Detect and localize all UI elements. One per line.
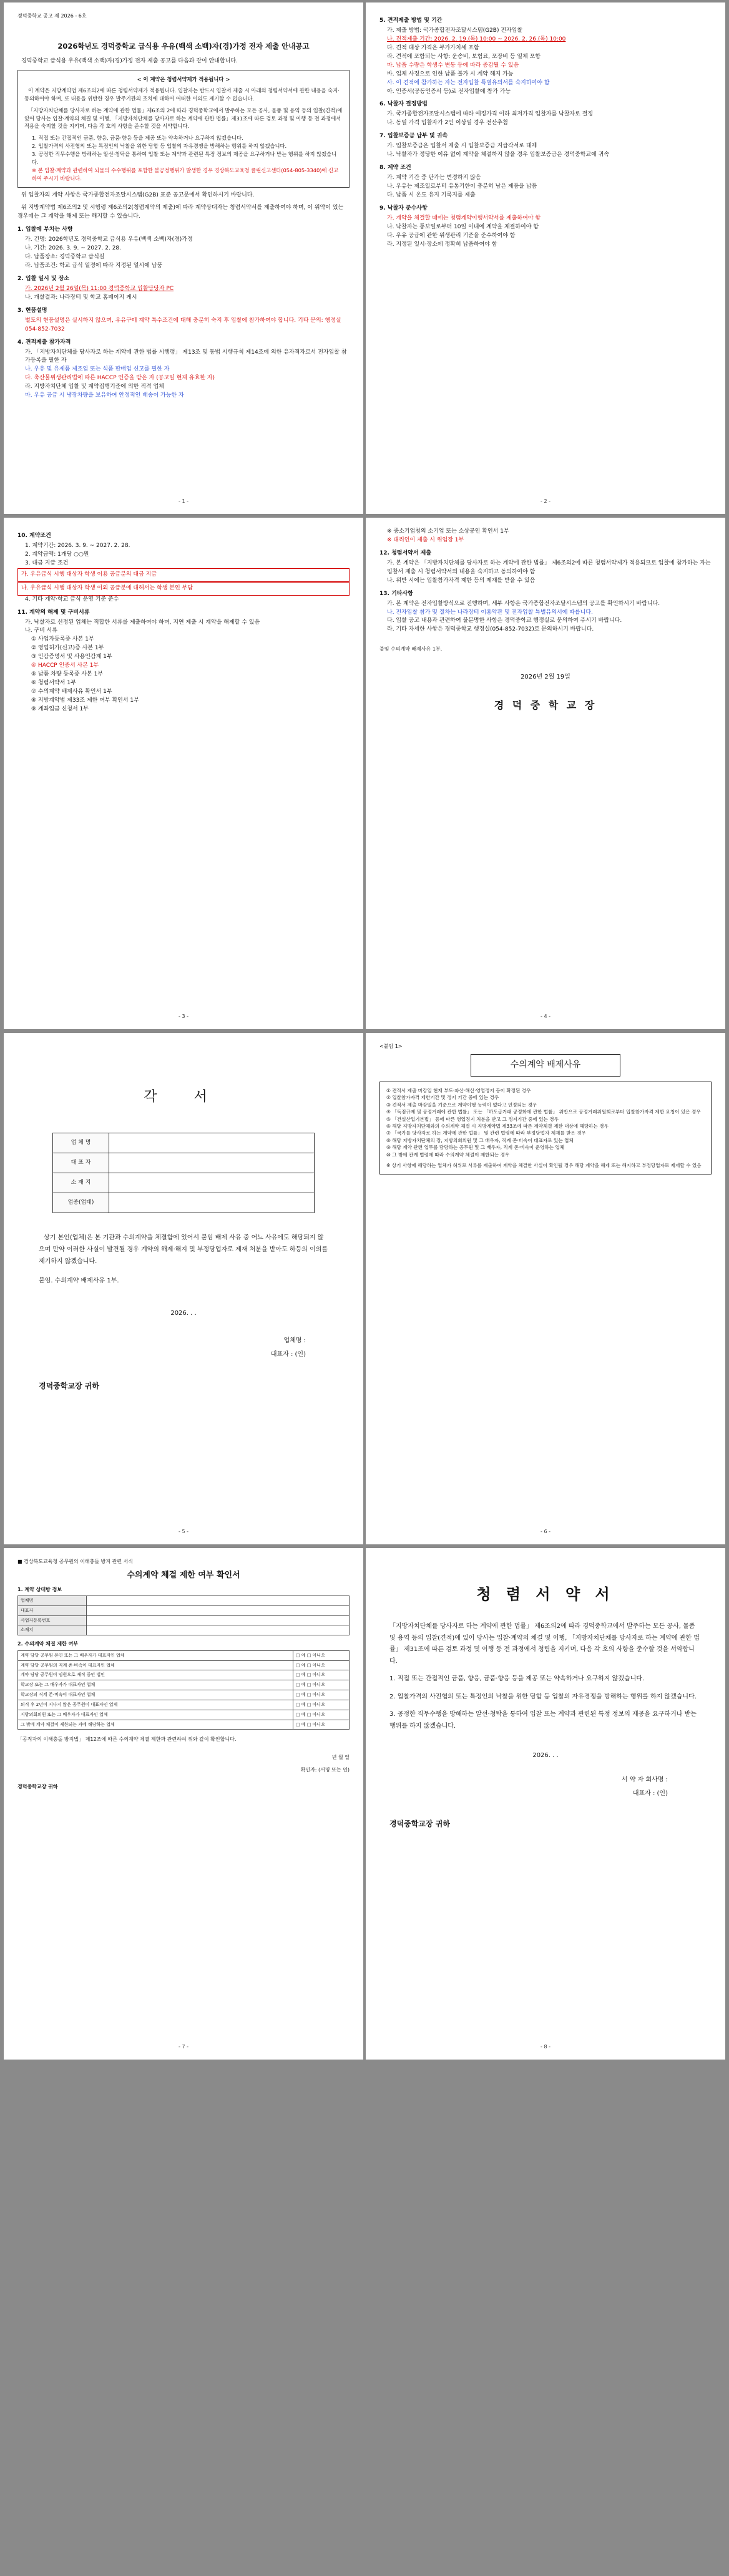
business-type-field[interactable]: [109, 1193, 315, 1213]
document-page-2: [366, 2, 725, 514]
recipient: 경덕중학교장 귀하: [389, 1819, 450, 1828]
list-item: 다. 축산물위생관리법에 따른 HACCP 인증을 받은 자 (공고일 현재 유효한 자): [25, 375, 215, 382]
confirmation-note: 「공직자의 이해충돌 방지법」 제12조에 따른 수의계약 체결 제한과 관련하여 위와 같이 확인합니다.: [17, 1736, 237, 1743]
list-item: 가. 「지방자치단체를 당사자로 하는 계약에 관한 법률 시행령」 제13조 및 동법 시행규칙 제14조에 의한 유자격자로서 전자입찰 참가등록을 필한 자: [25, 349, 347, 364]
document-page-3: [4, 518, 363, 1029]
list-item: 나. 우유급식 시행 대상자 학생 이외 공급분에 대해서는 학생 본인 부담: [17, 582, 350, 596]
list-item: ⑦ 수의계약 배제사유 확인서 1부: [31, 689, 112, 695]
list-item: 사. 이 견적에 참가하는 자는 전자입찰 특별유의서를 숙지하여야 함: [387, 79, 550, 86]
box-item: 2. 입찰가격의 사전협의 또는 특정인의 낙찰을 위한 담합 등 입찰의 자유경쟁을 방해하는 행위를 하지 않겠습니다.: [32, 143, 287, 150]
section-heading: 12. 청렴서약서 제출: [379, 550, 432, 556]
representative-field[interactable]: [87, 1605, 350, 1615]
confirmation-date: 년 월 일: [331, 1754, 350, 1760]
field-label: 사업자등록번호: [18, 1615, 87, 1625]
exclusion-item: ⑥ 해당 지방자치단체와의 수의계약 체결 시 지방계약법 제33조에 따른 계약체결 제한 대상에 해당하는 경우: [386, 1123, 609, 1130]
list-item: 가. 제출 방법: 국가종합전자조달시스템(G2B) 전자입찰: [387, 27, 523, 34]
field-label: 업종(업태): [53, 1193, 109, 1213]
field-label: 업 체 명: [53, 1133, 109, 1153]
address-field[interactable]: [109, 1173, 315, 1193]
page-number: - 4 -: [541, 1013, 550, 1019]
document-title: 2026학년도 경덕중학교 급식용 우유(백색 소백)자(경)가정 전자 제출 안내공고: [57, 42, 310, 51]
list-item: 바. 업체 사정으로 인한 납품 불가 시 계약 해지 가능: [387, 70, 514, 77]
list-item: 마. 납품 수량은 학생수 변동 등에 따라 증감될 수 있음: [387, 62, 519, 69]
section-heading: 4. 견적제출 참가자격: [17, 339, 71, 346]
section-heading: 7. 입찰보증금 납부 및 귀속: [379, 133, 448, 140]
document-page-6: [366, 1033, 725, 1544]
list-item: ③ 인감증명서 및 사용인감계 1부: [31, 654, 112, 661]
restriction-check-table: [17, 1650, 350, 1730]
document-page-8: [366, 1548, 725, 2060]
exclusion-item: ⑦ 「국가를 당사자로 하는 계약에 관한 법률」 및 관련 법령에 따라 부정당업자 제재를 받은 경우: [386, 1130, 586, 1136]
list-item: 나. 전자입찰 참가 및 절차는 나라장터 이용약관 및 전자입찰 특별유의서에 따릅니다.: [387, 609, 593, 616]
section-heading: 2. 수의계약 체결 제한 여부: [17, 1641, 79, 1647]
list-item: 나. 우유 및 유제품 제조업 또는 식품 판매업 신고를 필한 자: [25, 366, 170, 373]
list-item: ⑨ 계좌입금 신청서 1부: [31, 705, 89, 712]
integrity-notice-box: [17, 70, 350, 188]
notice-number: 경덕중학교 공고 제 2026 - 6호: [17, 13, 87, 19]
pledge-text: 상기 본인(업체)은 본 기관과 수의계약을 체결함에 있어서 붙임 배제 사유 중 어느 사유에도 해당되지 않으며 만약 이러한 사실이 발견될 경우 계약의 해제·해지 및 부정당업자로 제재 처분을 받아도 하등의 이의를 제기하지 않겠습니다.: [39, 1234, 328, 1266]
body-paragraph: 위 입찰자의 계약 사항은 국가종합전자조달시스템(G2B) 표준 공고문에서 확인하시기 바랍니다.: [21, 192, 255, 199]
table-row: [18, 1700, 350, 1710]
list-item: ⑥ 청렴서약서 1부: [31, 680, 76, 687]
list-item: 가. 낙찰자로 선정된 업체는 적합한 서류를 제출하여야 하며, 지연 제출 시 계약을 해제할 수 있음: [25, 619, 260, 626]
list-item: 다. 납품 시 온도 유지 기록지를 제출: [387, 191, 476, 198]
form-header: ■ 경상북도교육청 공무원의 이해충돌 방지 관련 서식: [17, 1559, 134, 1564]
pledge-paragraph: 「지방자치단체를 당사자로 하는 계약에 관한 법률」 제6조의2에 따라 경덕중학교에서 발주하는 모든 공사, 물품 및 용역 등의 입찰(견적)에 있어 당사는 입찰·계약의 체결 및 이행, 「지방자치단체를 당사자로 하는 계약에 관한 법률」 제31조에 따른 검토 과정 및 이행 등 전 과정에서 청렴을 지키며, 다음 각 호의 사항을 준수할 것을 서약합니다.: [389, 1623, 700, 1665]
list-item: 가. 계약을 체결할 때에는 청렴계약이행서약서를 제출하여야 함: [387, 215, 541, 221]
table-row: [18, 1660, 350, 1670]
exclusion-item: ⑩ 그 밖에 관계 법령에 따라 수의계약 체결이 제한되는 경우: [386, 1151, 510, 1158]
contractor-info-table: [17, 1595, 350, 1635]
list-item: 가. 국가종합전자조달시스템에 따라 예정가격 이하 최저가격 입찰자를 낙찰자로 결정: [387, 111, 594, 118]
check-answer[interactable]: □ 예 □ 아니오: [293, 1700, 350, 1710]
table-row: [18, 1720, 350, 1730]
list-item: 마. 우유 공급 시 냉장차량을 보유하여 안정적인 배송이 가능한 자: [25, 392, 184, 399]
table-row: [18, 1710, 350, 1720]
list-item: ② 영업허가(신고)증 사본 1부: [31, 645, 104, 652]
document-page-4: [366, 518, 725, 1029]
section-heading: 1. 입찰에 부치는 사항: [17, 226, 73, 233]
page-number: - 6 -: [541, 1528, 550, 1534]
check-answer[interactable]: □ 예 □ 아니오: [293, 1690, 350, 1700]
list-item: 나. 기간: 2026. 3. 9. ~ 2027. 2. 28.: [25, 245, 122, 252]
recipient: 경덕중학교장 귀하: [39, 1382, 99, 1391]
list-item: 라. 지정된 일시·장소에 정확히 납품하여야 함: [387, 241, 497, 248]
pledge-item: 2. 입찰가격의 사전협의 또는 특정인의 낙찰을 위한 담합 등 입찰의 자유경쟁을 방해하는 행위를 하지 않겠습니다.: [389, 1693, 697, 1700]
exclusion-item: ③ 견적서 제출 마감일을 기준으로 계약이행 능력이 없다고 인정되는 경우: [386, 1102, 537, 1108]
list-item: 다. 입찰 공고 내용과 관련하여 불분명한 사항은 경덕중학교 행정실로 문의하여 주시기 바랍니다.: [387, 617, 622, 624]
section-heading: 6. 낙찰자 결정방법: [379, 101, 428, 108]
signer-representative: 대표자 : (인): [632, 1789, 668, 1797]
box-note: ※ 본 입찰·계약과 관련하여 뇌물의 수수행위를 포함한 불공정행위가 발생한 경우 경상북도교육청 클린신고센터(054-805-3340)에 신고하여 주시기 바랍니다.: [32, 167, 339, 182]
list-item: 라. 기타 자세한 사항은 경덕중학교 행정실(054-852-7032)로 문의하시기 바랍니다.: [387, 626, 594, 633]
list-item: 가. 2026년 2월 26일(목) 11:00 경덕중학교 입찰담당자 PC: [25, 285, 174, 292]
list-item: 다. 납품장소: 경덕중학교 급식실: [25, 254, 105, 261]
representative-field[interactable]: [109, 1153, 315, 1173]
business-number-field[interactable]: [87, 1615, 350, 1625]
check-question: 학교장의 직계 존·비속이 대표자인 업체: [18, 1690, 293, 1700]
box-paragraph: 「지방자치단체를 당사자로 하는 계약에 관한 법률」제6조의 2에 따라 경덕중학교에서 발주하는 모든 공사, 물품 및 용역 등의 입찰(견적)에 있어 당사는 입찰·계약의 체결 및 이행, 「지방자치단체를 당사자로 하는 계약에 관한 법률」제31조에 따른 검토 과정 및 이행 등 전 과정에서 적용을 숙지할 것을 지키며, 다음 각 호의 사항을 준수할 것을 서약합니다.: [24, 107, 343, 130]
list-item: ① 사업자등록증 사본 1부: [31, 636, 94, 643]
check-answer[interactable]: □ 예 □ 아니오: [293, 1710, 350, 1720]
body-paragraph: 위 지방계약법 제6조의2 및 시행령 제6조의2(청렴계약의 제출)에 따라 계약상대자는 청렴서약서를 제출하여야 하며, 이 위약이 있는 경우에는 그 계약을 해제 또는 해지할 수 있습니다.: [17, 205, 344, 220]
list-item: 나. 낙찰자는 통보일로부터 10일 이내에 계약을 체결하여야 함: [387, 223, 539, 230]
exclusion-note: ※ 상기 사항에 해당하는 업체가 허위로 서류를 제출하여 계약을 체결한 사실이 확인될 경우 해당 계약을 해제 또는 해지하고 부정당업자로 제재할 수 있음: [386, 1162, 702, 1168]
list-item: 가. 본 계약은 「지방자치단체를 당사자로 하는 계약에 관한 법률」 제6조의2에 따른 청렴서약제가 적용되므로 입찰에 참가하는 자는 입찰서 제출 시 청렴서약서의 내용을 숙지하고 동의하여야 함: [387, 559, 711, 575]
list-item: ⑧ 지방계약법 제33조 제한 여부 확인서 1부: [31, 697, 139, 704]
list-item: 가. 입찰보증금은 입찰서 제출 시 입찰보증금 지급각서로 대체: [387, 143, 537, 150]
box-item: 1. 직접 또는 간접적인 금품, 향응, 금품·향응 등을 제공 또는 약속하거나 요구하지 않겠습니다.: [32, 135, 243, 142]
field-label: 업체명: [18, 1595, 87, 1605]
list-item: 라. 지방자치단체 입찰 및 계약집행기준에 의한 적격 업체: [25, 384, 164, 390]
confirmer-signature: 확인자: (서명 또는 인): [300, 1767, 350, 1773]
exclusion-item: ⑨ 해당 계약 관련 업무를 담당하는 공무원 및 그 배우자, 직계 존·비속이 운영하는 업체: [386, 1145, 565, 1151]
table-row: [18, 1690, 350, 1700]
check-answer[interactable]: □ 예 □ 아니오: [293, 1670, 350, 1680]
list-item: 4. 기타 계약·학교 급식 운영 기준 준수: [25, 596, 119, 603]
list-item: ※ 중소기업청의 소기업 또는 소상공인 확인서 1부: [387, 528, 509, 535]
notice-date: 2026년 2월 19일: [521, 673, 570, 680]
section-heading: 2. 입찰 일시 및 장소: [17, 275, 70, 282]
field-label: 소 재 지: [53, 1173, 109, 1193]
integrity-pledge-title: 청 렴 서 약 서: [476, 1586, 615, 1603]
list-item: 나. 구비 서류: [25, 627, 58, 634]
section-heading: 11. 계약의 해제 및 구비서류: [17, 609, 90, 616]
list-item: 나. 개찰결과: 나라장터 및 학교 홈페이지 게시: [25, 294, 137, 301]
list-item: 라. 견적에 포함되는 사항: 운송비, 보험료, 포장비 등 일체 포함: [387, 53, 541, 60]
list-item: 나. 견적제출 기간: 2026. 2. 19.(목) 10:00 ~ 2026. 2. 26.(목) 10:00: [387, 36, 566, 42]
document-page-7: [4, 1548, 363, 2060]
field-label: 대표자: [18, 1605, 87, 1615]
form-title: 수의계약 체결 제한 여부 확인서: [127, 1571, 240, 1581]
list-item: 다. 견적 대상 가격은 부가가치세 포함: [387, 44, 479, 51]
check-answer[interactable]: □ 예 □ 아니오: [293, 1680, 350, 1690]
check-question: 그 밖에 계약 체결이 제한되는 자에 해당하는 업체: [18, 1720, 293, 1730]
box-heading: < 이 계약은 청렴서약제가 적용됩니다 >: [137, 76, 230, 83]
pledge-date: 2026. . .: [170, 1309, 197, 1317]
exclusion-title: 수의계약 배제사유: [471, 1054, 620, 1077]
list-item: ⑤ 납품 차량 등록증 사본 1부: [31, 671, 104, 678]
section-heading: 8. 계약 조건: [379, 165, 411, 172]
section-heading: 5. 견적제출 방법 및 기간: [379, 17, 443, 24]
list-item: 라. 납품조건: 학교 급식 일정에 따라 지정된 일시에 납품: [25, 263, 163, 269]
company-name-field[interactable]: [109, 1133, 315, 1153]
pledge-date: 2026. . .: [532, 1752, 559, 1760]
signer-company: 업체명 :: [283, 1337, 306, 1345]
list-item: ※ 대리인이 제출 시 위임장 1부: [387, 536, 464, 543]
exclusion-body: [379, 1082, 712, 1174]
signer-representative: 대표자 : (인): [270, 1351, 306, 1358]
field-label: 대 표 자: [53, 1153, 109, 1173]
page-number: - 7 -: [179, 2043, 188, 2050]
company-info-table: [52, 1133, 315, 1213]
page-number: - 8 -: [541, 2043, 550, 2050]
check-question: 계약 담당 공무원의 직계 존·비속이 대표자인 업체: [18, 1660, 293, 1670]
exclusion-item: ⑤ 「건설산업기본법」 등에 따른 영업정지 처분을 받고 그 정지기간 중에 있는 경우: [386, 1116, 559, 1122]
exclusion-item: ② 입찰참가자격 제한기간 및 정지 기간 중에 있는 경우: [386, 1095, 499, 1101]
section-heading: 3. 현품설명: [17, 307, 47, 314]
list-item: ④ HACCP 인증서 사본 1부: [31, 662, 99, 669]
check-answer[interactable]: □ 예 □ 아니오: [293, 1660, 350, 1670]
list-item: 가. 계약 기간 중 단가는 변경하지 않음: [387, 175, 481, 181]
box-item: 3. 공정한 직무수행을 방해하는 알선·청탁을 통하여 입찰 또는 계약과 관련된 특정 정보의 제공을 요구하거나 받는 행위를 하지 않겠습니다.: [32, 151, 337, 165]
list-item: 다. 우유 공급에 관한 위생관리 기준을 준수하여야 함: [387, 232, 516, 239]
section-heading: 1. 계약 상대방 정보: [17, 1586, 62, 1592]
check-question: 계약 담당 공무원 본인 또는 그 배우자가 대표자인 업체: [18, 1650, 293, 1660]
check-question: 지방의회의원 또는 그 배우자가 대표자인 업체: [18, 1710, 293, 1720]
attachment-note: 붙임 수의계약 배제사유 1부.: [379, 646, 443, 652]
list-item: 3. 대금 지급 조건: [25, 559, 69, 566]
recipient: 경덕중학교장 귀하: [17, 1783, 58, 1789]
attachment-note: 붙임. 수의계약 배제사유 1부.: [39, 1277, 119, 1285]
principal-signature: 경 덕 중 학 교 장: [494, 699, 597, 712]
check-question: 학교장 또는 그 배우자가 대표자인 업체: [18, 1680, 293, 1690]
document-page-5: [4, 1033, 363, 1544]
page-number: - 5 -: [179, 1528, 188, 1534]
address-field[interactable]: [87, 1625, 350, 1635]
attachment-label: <붙임 1>: [379, 1043, 403, 1049]
list-item: 가. 건명: 2026학년도 경덕중학교 급식용 우유(백색 소백)자(경)가정: [25, 236, 193, 243]
check-question: 퇴직 후 2년이 지나지 않은 공무원이 대표자인 업체: [18, 1700, 293, 1710]
exclusion-item: ⑧ 해당 지방자치단체의 장, 지방의회의원 및 그 배우자, 직계 존·비속이 대표자로 있는 업체: [386, 1137, 574, 1143]
list-item: 아. 인증서(공동인증서 등)로 전자입찰에 참가 가능: [387, 88, 511, 95]
list-item: 가. 우유급식 시행 대상자 학생 이용 공급분의 대금 지급: [17, 568, 350, 582]
list-item: 나. 위반 시에는 입찰참가자격 제한 등의 제재를 받을 수 있음: [387, 577, 536, 584]
list-item: 나. 동일 가격 입찰자가 2인 이상일 경우 전산추첨: [387, 120, 508, 127]
company-name-field[interactable]: [87, 1595, 350, 1605]
section-heading: 13. 기타사항: [379, 590, 413, 597]
intro-paragraph: 경덕중학교 급식용 우유(백색 소백)자(경)가정 전자 제출 공고를 다음과 같이 안내합니다.: [21, 58, 238, 65]
section-heading: 10. 계약조건: [17, 533, 51, 539]
exclusion-item: ④ 「독점규제 및 공정거래에 관한 법률」 또는 「하도급거래 공정화에 관한 법률」 위반으로 공정거래위원회로부터 입찰참가자격 제한 요청이 있은 경우: [386, 1109, 701, 1115]
list-item: 나. 우유는 제조일로부터 유통기한이 충분히 남은 제품을 납품: [387, 183, 537, 190]
table-row: [18, 1680, 350, 1690]
table-row: [18, 1670, 350, 1680]
list-item: 1. 계약기간: 2026. 3. 9. ~ 2027. 2. 28.: [25, 542, 130, 549]
page-number: - 1 -: [179, 498, 188, 504]
check-question: 계약 담당 공무원이 임원으로 재직 중인 법인: [18, 1670, 293, 1680]
section-heading: 9. 낙찰자 준수사항: [379, 205, 428, 211]
check-answer[interactable]: □ 예 □ 아니오: [293, 1720, 350, 1730]
exclusion-item: ① 견적서 제출 마감일 현재 부도·파산·해산·영업정지 등이 확정된 경우: [386, 1088, 531, 1094]
list-item: 가. 본 계약은 전자입찰방식으로 진행하며, 세부 사항은 국가종합전자조달시스템의 공고를 확인하시기 바랍니다.: [387, 600, 660, 607]
page-number: - 2 -: [541, 498, 550, 504]
box-paragraph: 이 계약은 지방계약법 제6조의2에 따른 청렴서약제가 적용됩니다. 입찰자는 반드시 입찰서 제출 시 아래의 청렴서약서에 관한 내용을 숙지·동의하여야 하며, 또 내용을 위반한 경우 발주기관의 조치에 대하여 어떠한 이의도 제기할 수 없습니다.: [24, 87, 340, 102]
page-number: - 3 -: [179, 1013, 188, 1019]
table-row: [18, 1650, 350, 1660]
check-answer[interactable]: □ 예 □ 아니오: [293, 1650, 350, 1660]
pledge-item: 1. 직접 또는 간접적인 금품, 향응, 금품·향응 등을 제공 또는 약속하거나 요구하지 않겠습니다.: [389, 1675, 645, 1683]
signer-company: 서 약 자 회사명 :: [621, 1776, 668, 1783]
pledge-form-title: 각 서: [144, 1089, 223, 1105]
field-label: 소재지: [18, 1625, 87, 1635]
list-item: 별도의 현품설명은 실시하지 않으며, 우유구매 계약 특수조건에 대해 충분히 숙지 후 입찰에 참가하여야 합니다. 기타 문의: 행정실 054-852-7032: [25, 317, 341, 332]
list-item: 2. 계약금액: 1개당 ○○원: [25, 551, 89, 558]
pledge-item: 3. 공정한 직무수행을 방해하는 알선·청탁을 통하여 입찰 또는 계약과 관련된 특정 정보의 제공을 요구하거나 받는 행위를 하지 않겠습니다.: [389, 1711, 697, 1730]
document-page-1: [4, 2, 363, 514]
list-item: 나. 낙찰자가 정당한 이유 없이 계약을 체결하지 않을 경우 입찰보증금은 경덕중학교에 귀속: [387, 152, 610, 158]
